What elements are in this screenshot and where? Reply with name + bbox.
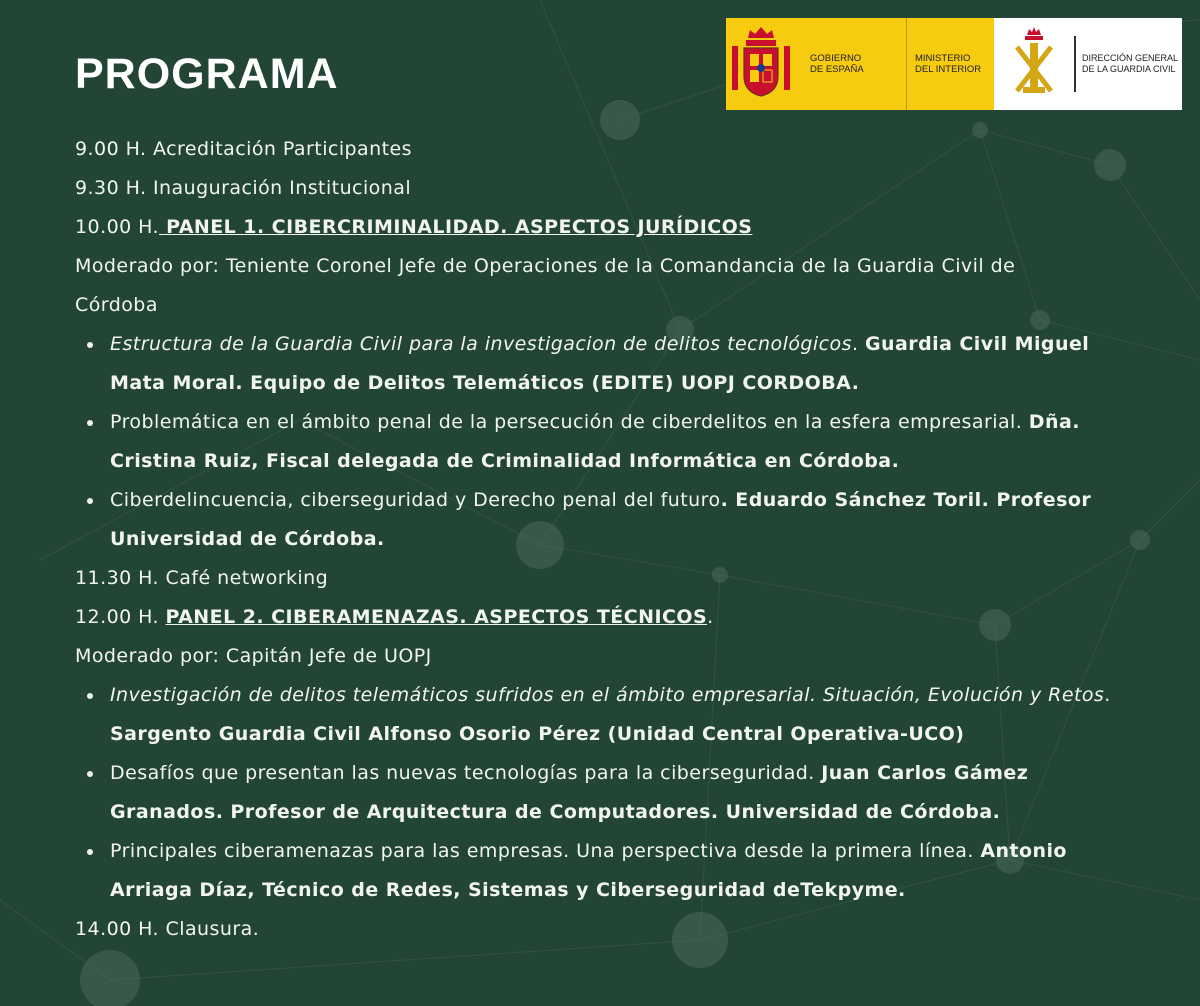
talk-speaker: Dña. [1028,411,1080,433]
agenda-item: 14.00 H. Clausura. [75,918,260,940]
agenda-item: 11.30 H. Café networking [75,567,329,589]
talk-topic: Desafíos que presentan las nuevas tecnologías para la ciberseguridad. [110,762,822,784]
talk-item [75,754,1165,832]
talk-speaker: . Eduardo Sánchez Toril. Profesor [720,489,1092,511]
panel1-title: PANEL 1. CIBERCRIMINALIDAD. ASPECTOS JURÍDICOS [159,216,753,238]
panel1-time: 10.00 H. [75,216,160,238]
agenda-item: 9.30 H. Inauguración Institucional [75,177,412,199]
gobierno-line2: DE ESPAÑA [810,64,864,75]
talk-topic: Principales ciberamenazas para las empresas. Una perspectiva desde la primera línea. [110,840,981,862]
panel2-title: PANEL 2. CIBERAMENAZAS. ASPECTOS TÉCNICOS [165,606,708,628]
talk-topic: Ciberdelincuencia, ciberseguridad y Derecho penal del futuro [110,489,721,511]
page-title: PROGRAMA [75,50,339,98]
panel1-heading [75,208,1165,247]
ministerio-block [906,18,994,110]
talk-speaker-cont: Universidad de Córdoba. [110,528,385,550]
talk-speaker: Guardia Civil Miguel [864,333,1090,355]
talk-speaker: Juan Carlos Gámez [821,762,1029,784]
panel1-moderator: Moderado por: Teniente Coronel Jefe de Operaciones de la Comandancia de la Guardia Civil de [75,255,1016,277]
panel1-talks [75,325,1165,559]
talk-speaker-cont: Mata Moral. Equipo de Delitos Telemáticos (EDITE) UOPJ CORDOBA. [110,372,860,394]
talk-speaker-cont: Arriaga Díaz, Técnico de Redes, Sistemas y Ciberseguridad deTekpyme. [110,879,906,901]
talk-speaker-cont: Cristina Ruiz, Fiscal delegada de Criminalidad Informática en Córdoba. [110,450,900,472]
guardia-civil-emblem-icon [1009,27,1059,101]
talk-item [75,481,1165,559]
direccion-line2: DE LA GUARDIA CIVIL [1082,64,1176,74]
direccion-general-block [1074,36,1178,92]
talk-topic: Investigación de delitos telemáticos sufridos en el ámbito empresarial. Situación, Evolución y Retos [110,684,1105,706]
talk-speaker-cont: Granados. Profesor de Arquitectura de Computadores. Universidad de Córdoba. [110,801,1001,823]
panel1-moderator-cont: Córdoba [75,294,158,316]
agenda-item: 9.00 H. Acreditación Participantes [75,138,413,160]
talk-item: Estructura de la Guardia Civil para la investigacion de delitos tecnológicos. Guardia Civil Miguel Mata Moral. Equipo de Delitos Telemáticos (EDITE) UOPJ CORDOBA. [75,325,1165,403]
program-content [75,130,1165,949]
government-logo [726,18,1182,110]
direccion-line1: DIRECCIÓN GENERAL [1082,53,1179,63]
panel2-heading: 12.00 H. PANEL 2. CIBERAMENAZAS. ASPECTOS TÉCNICOS. [75,606,714,628]
talk-speaker-cont: Sargento Guardia Civil Alfonso Osorio Pérez (Unidad Central Operativa-UCO) [110,723,965,745]
spain-coat-of-arms-icon [726,24,796,104]
ministerio-line2: DEL INTERIOR [915,64,982,75]
talk-topic: Estructura de la Guardia Civil para la investigacion de delitos tecnológicos [110,333,852,355]
ministerio-line1: MINISTERIO [915,53,971,64]
talk-speaker: Antonio [980,840,1067,862]
gobierno-block [726,18,906,110]
panel2-moderator: Moderado por: Capitán Jefe de UOPJ [75,645,432,667]
guardia-civil-emblem [994,18,1074,110]
talk-item: Investigación de delitos telemáticos sufridos en el ámbito empresarial. Situación, Evolución y Retos. Sargento Guardia Civil Alfonso Osorio Pérez (Unidad Central Operativa-UCO) [75,676,1165,754]
panel2-time: 12.00 H. [75,606,166,628]
talk-item [75,403,1165,481]
talk-item [75,832,1165,910]
gobierno-line1: GOBIERNO [810,53,862,64]
talk-topic: Problemática en el ámbito penal de la persecución de ciberdelitos en la esfera empresarial. [110,411,1029,433]
panel2-talks [75,676,1165,910]
